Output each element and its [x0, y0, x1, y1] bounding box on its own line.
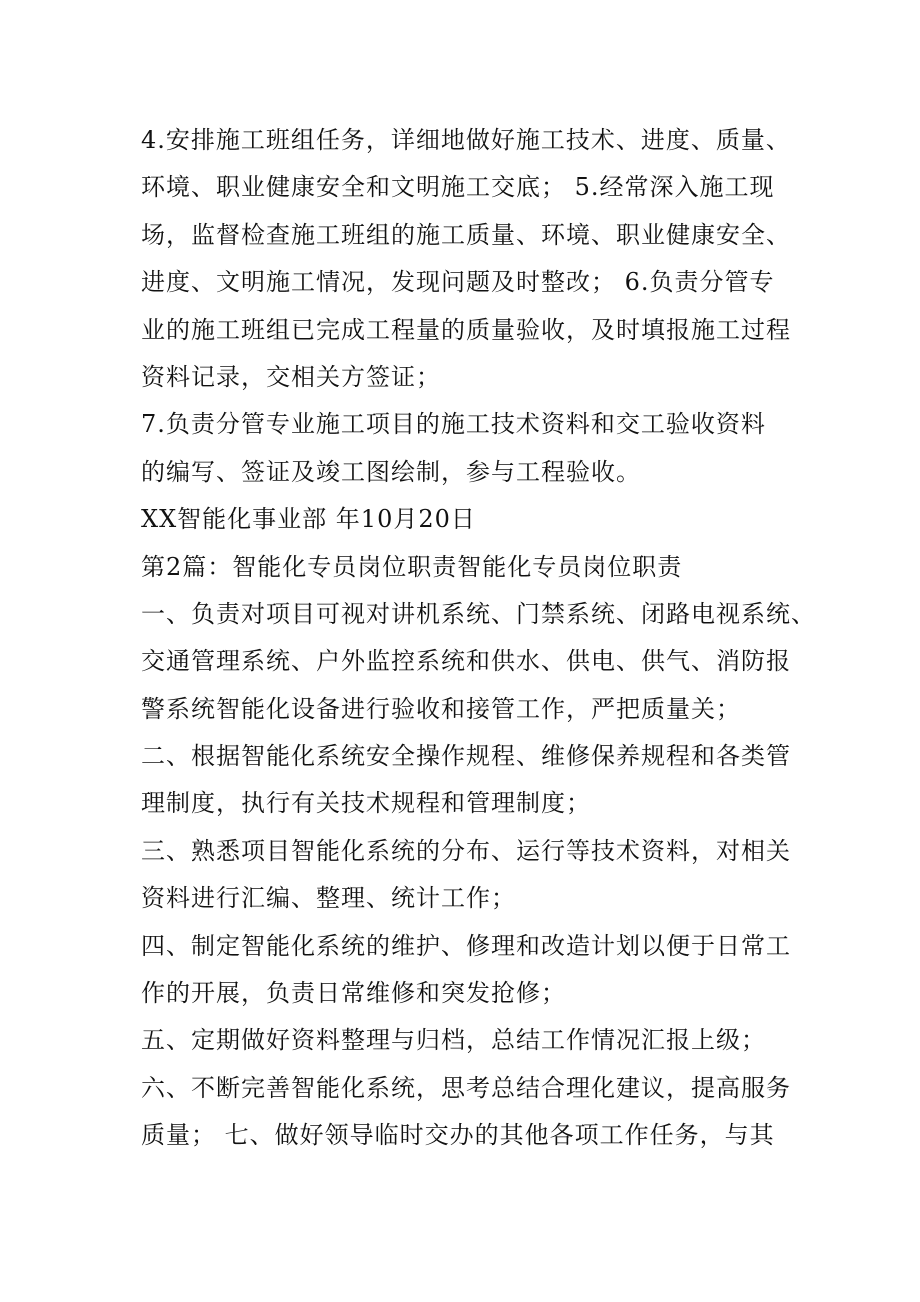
- text-line: 五、定期做好资料整理与归档，总结工作情况汇报上级；: [141, 1026, 766, 1055]
- text-line: 一、负责对项目可视对讲机系统、门禁系统、闭路电视系统、: [141, 599, 816, 628]
- text-line: 交通管理系统、户外监控系统和供水、供电、供气、消防报: [141, 647, 791, 676]
- text-line: 警系统智能化设备进行验收和接管工作，严把质量关；: [141, 694, 741, 723]
- signature-line: XX智能化事业部 年10月20日: [141, 505, 476, 534]
- text-line: 场，监督检查施工班组的施工质量、环境、职业健康安全、: [141, 220, 791, 249]
- text-line: 二、根据智能化系统安全操作规程、维修保养规程和各类管: [141, 742, 791, 771]
- text-line: 业的施工班组已完成工程量的质量验收，及时填报施工过程: [141, 315, 791, 344]
- text-line: 资料记录，交相关方签证；: [141, 362, 441, 391]
- text-line: 三、熟悉项目智能化系统的分布、运行等技术资料，对相关: [141, 836, 791, 865]
- section-heading: 第2篇：智能化专员岗位职责智能化专员岗位职责: [141, 552, 683, 581]
- text-line: 质量； 七、做好领导临时交办的其他各项工作任务，与其: [141, 1121, 775, 1150]
- document-body: [141, 117, 816, 1160]
- text-line: 7.负责分管专业施工项目的施工技术资料和交工验收资料: [141, 410, 766, 439]
- text-line: 资料进行汇编、整理、统计工作；: [141, 884, 516, 913]
- text-line: 作的开展，负责日常维修和突发抢修；: [141, 979, 566, 1008]
- text-line: 的编写、签证及竣工图绘制，参与工程验收。: [141, 457, 641, 486]
- text-line: 4.安排施工班组任务，详细地做好施工技术、进度、质量、: [141, 126, 791, 154]
- text-line: 进度、文明施工情况，发现问题及时整改； 6.负责分管专: [141, 268, 775, 297]
- text-line: 四、制定智能化系统的维护、修理和改造计划以便于日常工: [141, 931, 791, 960]
- text-line: 六、不断完善智能化系统，思考总结合理化建议，提高服务: [141, 1073, 791, 1102]
- text-line: 环境、职业健康安全和文明施工交底； 5.经常深入施工现: [141, 173, 775, 202]
- text-line: 理制度，执行有关技术规程和管理制度；: [141, 789, 591, 818]
